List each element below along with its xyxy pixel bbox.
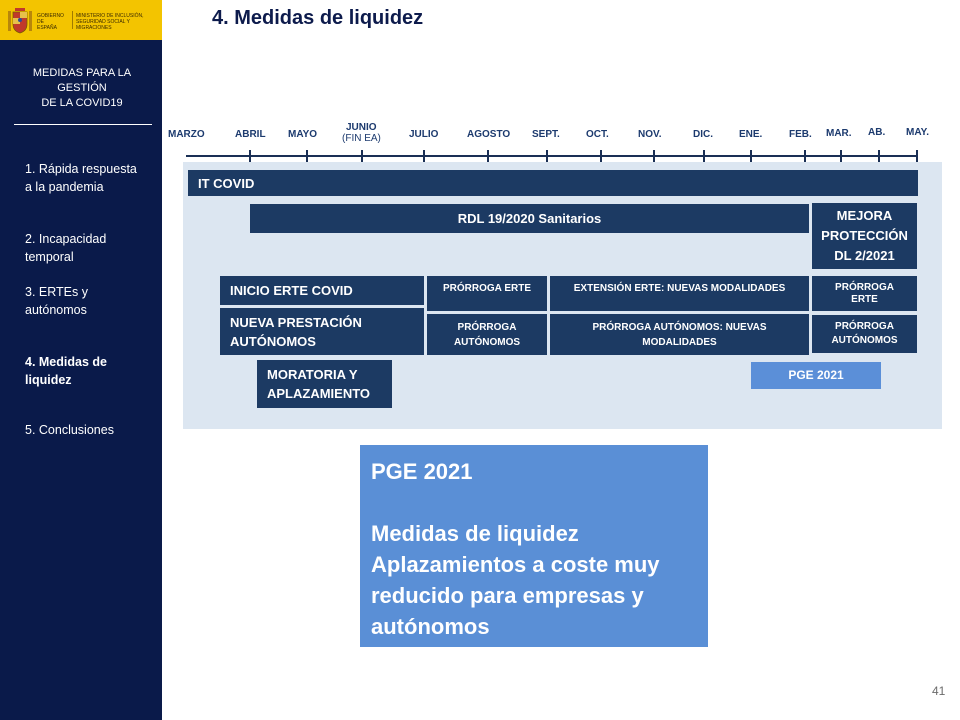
month-label: AB. <box>868 127 886 138</box>
axis-tick <box>546 150 548 162</box>
bar-moratoria <box>257 360 392 408</box>
bar-label: MORATORIA Y <box>267 367 358 382</box>
axis-tick <box>361 150 363 162</box>
month-label: DIC. <box>693 129 713 140</box>
logo-government-text: GOBIERNO DE ESPAÑA <box>37 13 64 31</box>
bar-label: RDL 19/2020 Sanitarios <box>457 211 602 226</box>
axis-tick <box>916 150 918 162</box>
month-label: MARZO <box>168 129 205 140</box>
sidebar-item-label: 5. Conclusiones <box>25 423 114 437</box>
bar-label: PRÓRROGA <box>835 321 894 332</box>
month-label: JULIO <box>409 129 439 140</box>
bar-label: PRÓRROGA ERTE <box>443 283 531 294</box>
logo-separator <box>72 11 73 29</box>
bar-label: ERTE <box>851 293 878 305</box>
sidebar-item-label: 3. ERTEs y <box>25 285 88 299</box>
axis-tick <box>306 150 308 162</box>
month-label: AGOSTO <box>467 129 511 140</box>
axis-tick <box>487 150 489 162</box>
axis-tick <box>750 150 752 162</box>
bar-prorroga-autonomos-2021 <box>812 315 917 353</box>
axis-tick <box>703 150 705 162</box>
month-label: JUNIO <box>346 122 377 133</box>
callout-line: autónomos <box>371 614 490 639</box>
month-note: (FIN EA) <box>342 133 381 144</box>
sidebar-item-ertes-autonomos[interactable] <box>25 283 153 319</box>
month-label: MAY. <box>906 127 929 138</box>
axis-tick <box>249 150 251 162</box>
sidebar-title-line: MEDIDAS PARA LA <box>32 67 132 79</box>
bar-label: MODALIDADES <box>642 336 717 348</box>
bar-rdl-sanitarios <box>250 204 809 233</box>
bar-nueva-prestacion <box>220 308 424 355</box>
bar-prorroga-erte-2021 <box>812 276 917 311</box>
axis-tick <box>653 150 655 162</box>
sidebar-item-label: temporal <box>25 250 74 264</box>
bar-label: EXTENSIÓN ERTE: NUEVAS MODALIDADES <box>573 283 786 294</box>
axis-tick <box>600 150 602 162</box>
bar-label: INICIO ERTE COVID <box>230 283 353 298</box>
callout-title: PGE 2021 <box>371 459 473 484</box>
axis-tick <box>804 150 806 162</box>
sidebar-item-incapacidad-temporal[interactable] <box>25 230 153 266</box>
callout-spacer <box>371 487 697 518</box>
logo-ministry-text: MINISTERIO DE INCLUSIÓN, SEGURIDAD SOCIAL Y MIGRACIONES <box>76 13 144 31</box>
bar-label: PRÓRROGA <box>457 321 517 333</box>
coat-of-arms-icon <box>7 5 33 35</box>
bar-extension-erte <box>550 276 809 311</box>
sidebar-item-label: 4. Medidas de <box>25 355 107 369</box>
sidebar-divider <box>14 124 152 125</box>
callout-line: reducido para empresas y <box>371 583 644 608</box>
bar-label: MEJORA <box>836 208 893 223</box>
bar-it-covid <box>188 170 918 196</box>
sidebar-title-line: DE LA COVID19 <box>41 97 123 109</box>
bar-label: AUTÓNOMOS <box>453 336 521 348</box>
bar-label: IT COVID <box>198 175 255 191</box>
bar-label: AUTÓNOMOS <box>230 333 316 349</box>
month-label: SEPT. <box>532 129 560 140</box>
pge-callout <box>360 445 708 647</box>
bar-label: AUTÓNOMOS <box>831 335 898 346</box>
bar-label: PRÓRROGA AUTÓNOMOS: NUEVAS <box>592 321 767 333</box>
bar-label: PRÓRROGA <box>835 281 894 293</box>
month-label: OCT. <box>586 129 609 140</box>
axis-tick <box>423 150 425 162</box>
month-label: ENE. <box>739 129 763 140</box>
page-number: 41 <box>932 684 946 698</box>
page-title: 4. Medidas de liquidez <box>212 7 424 29</box>
bar-label: DL 2/2021 <box>834 248 895 263</box>
bar-inicio-erte <box>220 276 424 305</box>
callout-line: Medidas de liquidez <box>371 521 579 546</box>
bar-prorroga-autonomos <box>427 314 547 355</box>
bar-prorroga-autonomos-nuevas <box>550 314 809 355</box>
axis-tick <box>878 150 880 162</box>
bar-prorroga-erte <box>427 276 547 311</box>
month-label: NOV. <box>638 129 662 140</box>
sidebar <box>0 0 162 720</box>
sidebar-item-conclusiones[interactable] <box>25 421 153 439</box>
sidebar-item-label: liquidez <box>25 373 72 387</box>
sidebar-item-label: 1. Rápida respuesta <box>25 162 137 176</box>
sidebar-item-rapida-respuesta[interactable] <box>25 160 153 196</box>
bar-label: PGE 2021 <box>788 368 844 382</box>
month-label: ABRIL <box>235 129 266 140</box>
month-label: FEB. <box>789 129 812 140</box>
sidebar-title-line: GESTIÓN <box>57 82 107 94</box>
bar-label: APLAZAMIENTO <box>267 386 371 401</box>
bar-label: PROTECCIÓN <box>821 228 908 243</box>
timeline-axis <box>186 155 918 157</box>
government-logo <box>0 0 162 40</box>
sidebar-item-label: autónomos <box>25 303 87 317</box>
bar-label: NUEVA PRESTACIÓN <box>230 314 362 330</box>
sidebar-item-medidas-liquidez[interactable] <box>25 353 153 389</box>
axis-tick <box>840 150 842 162</box>
sidebar-item-label: a la pandemia <box>25 180 104 194</box>
callout-line: Aplazamientos a coste muy <box>371 552 660 577</box>
bar-mejora-proteccion <box>812 203 917 269</box>
sidebar-title <box>18 66 146 111</box>
month-label: MAR. <box>826 128 852 139</box>
month-label: MAYO <box>288 129 318 140</box>
sidebar-item-label: 2. Incapacidad <box>25 232 107 246</box>
bar-pge-2021 <box>751 362 881 389</box>
